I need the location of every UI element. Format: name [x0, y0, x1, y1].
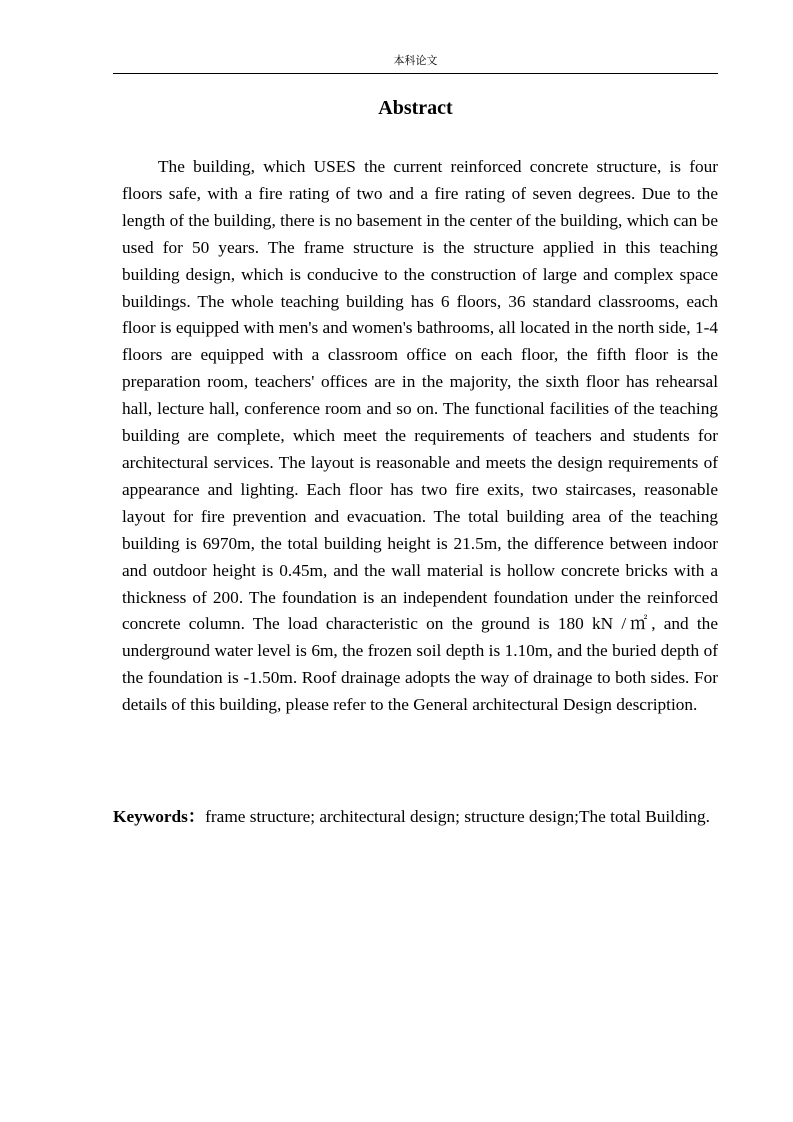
page-header: 本科论文 [393, 54, 438, 67]
keywords-label: Keywords： [113, 807, 206, 826]
keywords-text: frame structure; architectural design; structure design;The total Building. [205, 807, 711, 826]
abstract-title: Abstract [378, 97, 453, 119]
header-divider [113, 73, 718, 74]
keywords-paragraph [113, 803, 713, 831]
abstract-body: The building, which USES the current reinforced concrete structure, is four floors safe, with a fire rating of two and a fire rating of seven degrees. Due to the length of the building, there is no basement in the center of the building, which can be used for 50 years. The frame structure is the structure applied in this teaching building design, which is conducive to the construction of large and complex space buildings. The whole teaching building has 6 floors, 36 standard classrooms, each floor is equipped with men's and women's bathrooms, all located in the north side, 1-4 floors are equipped with a classroom office on each floor, the fifth floor is the preparation room, teachers' offices are in the majority, the sixth floor has rehearsal hall, lecture hall, conference room and so on. The functional facilities of the teaching building are complete, which meet the requirements of teachers and students for architectural services. The layout is reasonable and meets the design requirements of appearance and lighting. Each floor has two fire exits, two staircases, reasonable layout for fire prevention and evacuation. The total building area of the teaching building is 6970m, the total building height is 21.5m, the difference between indoor and outdoor height is 0.45m, and the wall material is hollow concrete bricks with a thickness of 200. The foundation is an independent foundation under the reinforced concrete column. The load characteristic on the ground is 180 kN /㎡, and the underground water level is 6m, the frozen soil depth is 1.10m, and the buried depth of the foundation is -1.50m. Roof drainage adopts the way of drainage to both sides. For details of this building, please refer to the General architectural Design description. [122, 157, 718, 715]
